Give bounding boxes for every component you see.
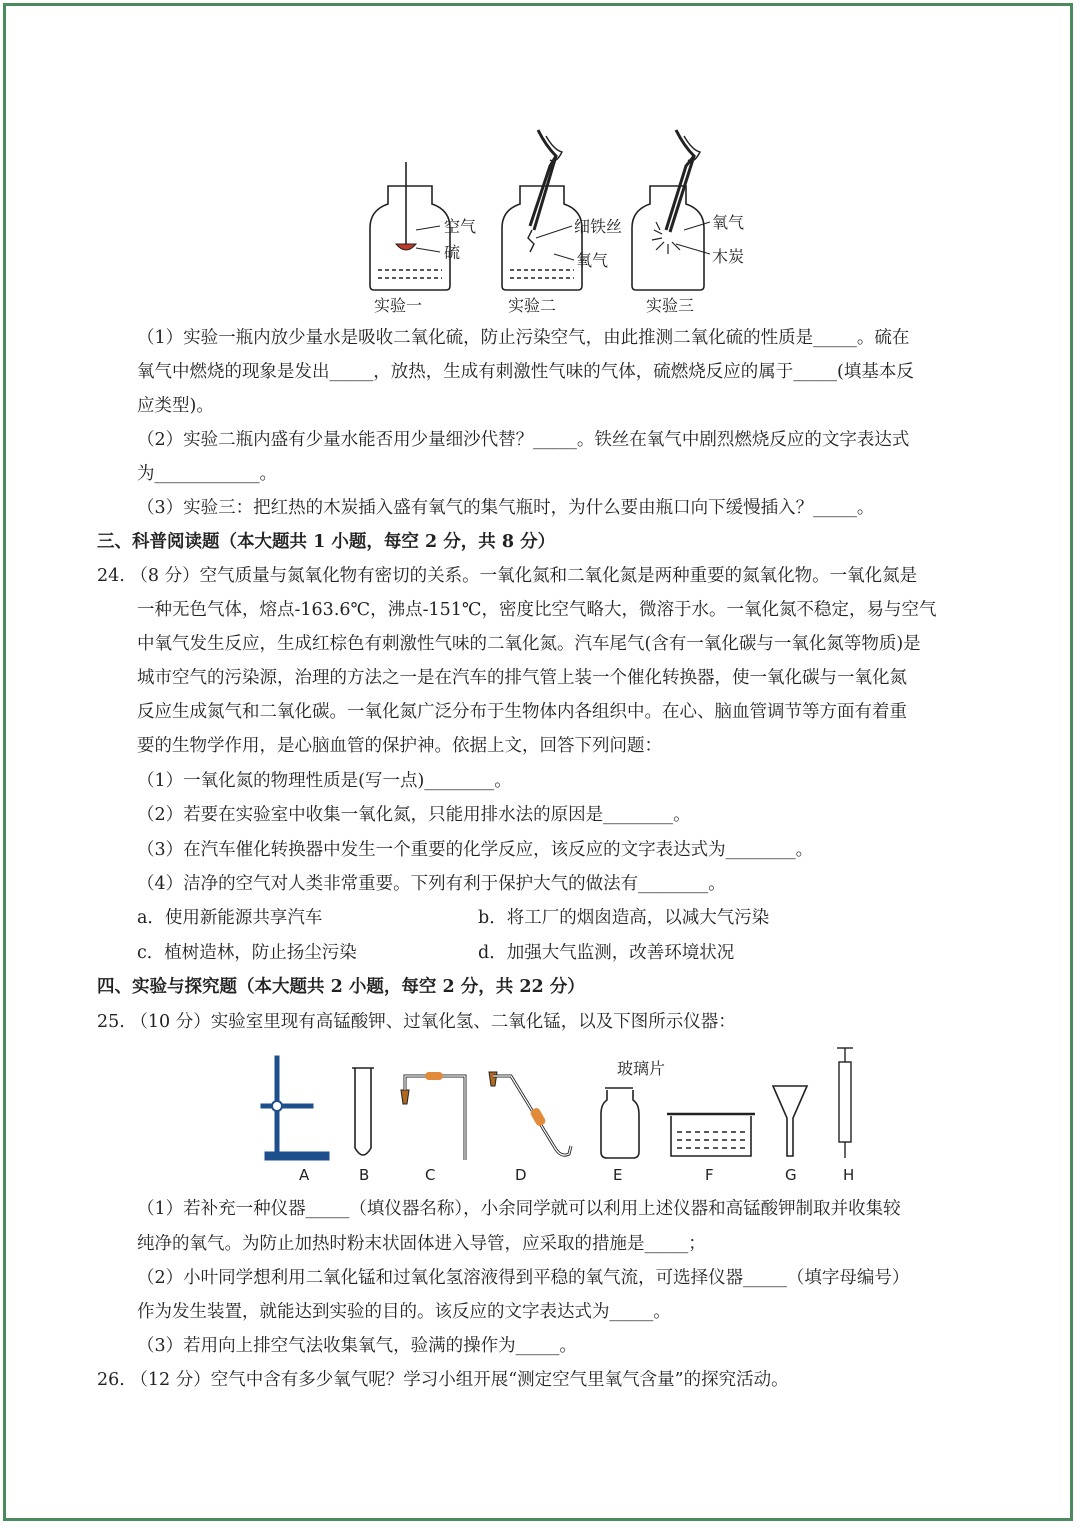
q24-stem-line2: 一种无色气体，熔点-163.6℃，沸点-151℃，密度比空气略大，微溶于水。一氧化氮不稳定，易与空气	[137, 600, 937, 620]
letter-g: G	[785, 1166, 797, 1184]
q24-option-c: c．植树造林，防止扬尘污染	[137, 943, 357, 963]
letter-c: C	[425, 1166, 436, 1184]
caption-experiment-1: 实验一	[374, 296, 423, 315]
q23-part3: （3）实验三：把红热的木炭插入盛有氧气的集气瓶时，为什么要由瓶口向下缓慢插入？_____。	[137, 498, 875, 518]
q24-option-a: a．使用新能源共享汽车	[137, 908, 323, 928]
q24-stem-line4: 城市空气的污染源，治理的方法之一是在汽车的排气管上装一个催化转换器，使一氧化碳与一氧化氮	[137, 668, 907, 688]
apparatus-h-syringe	[837, 1048, 853, 1158]
q25-part2-line2: 作为发生装置，就能达到实验的目的。该反应的文字表达式为_____。	[137, 1302, 671, 1322]
label-sulfur: 硫	[444, 243, 461, 262]
caption-experiment-2: 实验二	[508, 296, 557, 315]
section-4-heading: 四、实验与探究题（本大题共 2 小题，每空 2 分，共 22 分）	[97, 977, 585, 997]
q24-option-d: d．加强大气监测，改善环境状况	[478, 943, 735, 963]
q24-part2: （2）若要在实验室中收集一氧化氮，只能用排水法的原因是________。	[137, 805, 691, 825]
combustion-experiments-figure	[350, 126, 750, 316]
label-oxygen-3: 氧气	[712, 213, 745, 232]
q24-stem-line1: 24. （8 分）空气质量与氮氧化物有密切的关系。一氧化氮和二氧化氮是两种重要的氮氧化物。一氧化氮是	[97, 566, 918, 586]
letter-e: E	[613, 1166, 623, 1184]
apparatus-d-bent-tube	[489, 1072, 571, 1155]
apparatus-c-stopper-tube	[401, 1072, 465, 1160]
apparatus-b-test-tube	[355, 1068, 371, 1155]
q24-option-b: b．将工厂的烟囱造高，以减大气污染	[478, 908, 770, 928]
experiment-3-bottle	[632, 186, 704, 290]
q23-part1-line1: （1）实验一瓶内放少量水是吸收二氧化硫，防止污染空气，由此推测二氧化硫的性质是_____。硫在	[137, 328, 910, 348]
q26-stem: 26. （12 分）空气中含有多少氧气呢？学习小组开展“测定空气里氧气含量”的探究活动。	[97, 1370, 789, 1390]
apparatus-f-water-trough	[667, 1114, 755, 1156]
label-glass-plate: 玻璃片	[617, 1059, 666, 1078]
q23-part1-line3: 应类型)。	[137, 396, 214, 416]
apparatus-a-iron-stand	[261, 1056, 329, 1160]
letter-h: H	[843, 1166, 855, 1184]
q25-part1-line1: （1）若补充一种仪器_____（填仪器名称），小余同学就可以利用上述仪器和高锰酸钾制取并收集较	[137, 1199, 901, 1219]
q24-part1: （1）一氧化氮的物理性质是(写一点)________。	[137, 771, 512, 791]
letter-b: B	[359, 1166, 370, 1184]
label-iron-wire: 细铁丝	[574, 217, 623, 236]
q24-stem-line5: 反应生成氮气和二氧化碳。一氧化氮广泛分布于生物体内各组织中。在心、脑血管调节等方面有着重	[137, 702, 907, 722]
q25-stem: 25. （10 分）实验室里现有高锰酸钾、过氧化氢、二氧化锰，以及下图所示仪器：	[97, 1012, 736, 1032]
apparatus-e-gas-jar	[601, 1088, 639, 1158]
label-oxygen-2: 氧气	[576, 251, 609, 270]
letter-f: F	[705, 1166, 714, 1184]
q24-part3: （3）在汽车催化转换器中发生一个重要的化学反应，该反应的文字表达式为________。	[137, 840, 814, 860]
section-3-heading: 三、科普阅读题（本大题共 1 小题，每空 2 分，共 8 分）	[97, 532, 556, 552]
sulfur-spoon	[396, 244, 416, 250]
q24-part4: （4）洁净的空气对人类非常重要。下列有利于保护大气的做法有________。	[137, 874, 726, 894]
q25-part1-line2: 纯净的氧气。为防止加热时粉末状固体进入导管，应采取的措施是_____；	[137, 1234, 706, 1254]
label-charcoal: 木炭	[712, 247, 745, 266]
q23-part1-line2: 氧气中燃烧的现象是发出_____，放热，生成有刺激性气味的气体，硫燃烧反应的属于_____(填基本反	[137, 362, 914, 382]
letter-d: D	[515, 1166, 527, 1184]
letter-a: A	[299, 1166, 310, 1184]
apparatus-g-funnel	[773, 1086, 807, 1156]
apparatus-figure	[255, 1040, 865, 1190]
label-air: 空气	[444, 217, 477, 236]
q23-part2-line1: （2）实验二瓶内盛有少量水能否用少量细沙代替？_____。铁丝在氧气中剧烈燃烧反应的文字表达式	[137, 430, 910, 450]
q25-part2-line1: （2）小叶同学想利用二氧化锰和过氧化氢溶液得到平稳的氧气流，可选择仪器_____（填字母编号）	[137, 1268, 910, 1288]
iron-wire	[528, 230, 534, 252]
q25-part3: （3）若用向上排空气法收集氧气，验满的操作为_____。	[137, 1336, 577, 1356]
q24-stem-line3: 中氧气发生反应，生成红棕色有刺激性气味的二氧化氮。汽车尾气(含有一氧化碳与一氧化氮等物质)是	[137, 634, 921, 654]
caption-experiment-3: 实验三	[646, 296, 695, 315]
q24-stem-line6: 要的生物学作用，是心脑血管的保护神。依据上文，回答下列问题：	[137, 736, 662, 756]
q23-part2-line2: 为____________。	[137, 464, 277, 484]
